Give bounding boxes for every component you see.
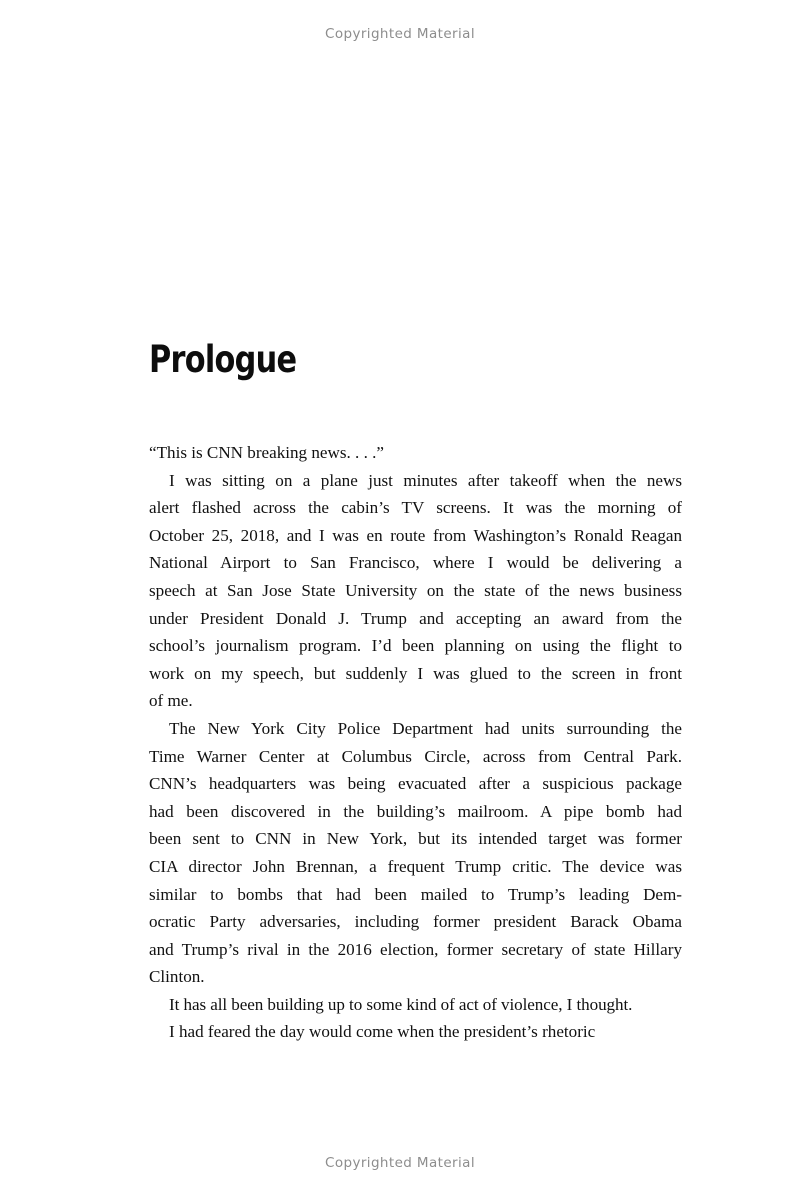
text-line: under President Donald J. Trump and accepting an award from the [149, 608, 682, 628]
paragraph [149, 467, 682, 715]
text-line: The New York City Police Department had units surrounding the [169, 718, 682, 738]
text-line: It has all been building up to some kind of act of violence, I thought. [169, 994, 633, 1014]
text-block [149, 340, 682, 1046]
text-line: “This is CNN breaking news. . . .” [149, 443, 384, 462]
text-line: alert flashed across the cabin’s TV screens. It was the morning of [149, 498, 682, 518]
page-title: Prologue [149, 338, 297, 381]
text-line: CNN’s headquarters was being evacuated after a suspicious package [149, 774, 682, 794]
text-line: and Trump’s rival in the 2016 election, former secretary of state Hillary [149, 939, 682, 959]
text-line: school’s journalism program. I’d been planning on using the flight to [149, 636, 682, 656]
text-line: National Airport to San Francisco, where I would be delivering a [149, 553, 682, 573]
paragraph [149, 1018, 682, 1046]
text-line: work on my speech, but suddenly I was glued to the screen in front [149, 663, 682, 683]
paragraph [149, 439, 682, 467]
text-line: had been discovered in the building’s mailroom. A pipe bomb had [149, 801, 682, 821]
text-line: Clinton. [149, 967, 205, 987]
text-line: been sent to CNN in New York, but its intended target was former [149, 829, 682, 849]
paragraph [149, 991, 682, 1019]
text-line: similar to bombs that had been mailed to Trump’s leading Dem- [149, 884, 682, 904]
copyright-watermark-bottom: Copyrighted Material [325, 1155, 475, 1171]
paragraph [149, 715, 682, 991]
text-line: Time Warner Center at Columbus Circle, across from Central Park. [149, 746, 682, 766]
text-line: October 25, 2018, and I was en route from Washington’s Ronald Reagan [149, 525, 682, 545]
text-line: ocratic Party adversaries, including former president Barack Obama [149, 912, 682, 932]
body-copy [149, 439, 682, 1046]
copyright-watermark-top: Copyrighted Material [325, 26, 475, 42]
text-line: speech at San Jose State University on the state of the news business [149, 580, 682, 600]
text-line: I had feared the day would come when the president’s rhetoric [169, 1022, 596, 1042]
text-line: CIA director John Brennan, a frequent Trump critic. The device was [149, 856, 682, 876]
text-line: I was sitting on a plane just minutes after takeoff when the news [169, 470, 682, 490]
text-line: of me. [149, 691, 193, 711]
